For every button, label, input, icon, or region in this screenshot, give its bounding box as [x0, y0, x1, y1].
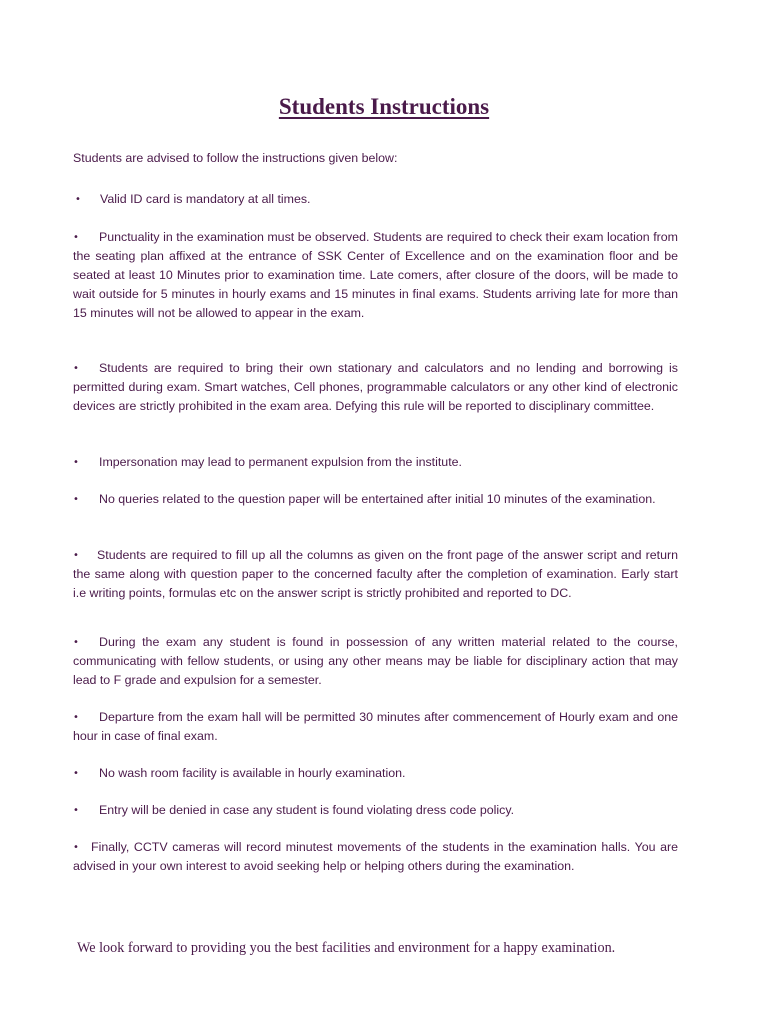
instruction-text: Students are required to fill up all the columns as given on the front page of the answer script and return the same along with question paper to the concerned faculty after the completion of examination. Early start i.e writing points, formulas etc on the answer script is strictly prohibited and reported to DC. [73, 548, 678, 600]
instruction-item-6 [73, 546, 678, 603]
instruction-text: During the exam any student is found in possession of any written material related to the course, communicating with fellow students, or using any other means may be liable for disciplinary action that may lead to F grade and expulsion for a semester. [73, 635, 678, 687]
instruction-text: Finally, CCTV cameras will record minutest movements of the students in the examination halls. You are advised in your own interest to avoid seeking help or helping others during the examination. [73, 840, 678, 873]
bullet-icon: • [73, 768, 79, 779]
bullet-icon: • [73, 637, 79, 648]
bullet-icon: • [73, 712, 79, 723]
instruction-item-2 [73, 228, 678, 323]
instruction-text: Entry will be denied in case any student is found violating dress code policy. [99, 803, 515, 817]
bullet-icon: • [73, 363, 79, 374]
closing-statement: We look forward to providing you the best facilities and environment for a happy examination. [77, 940, 616, 956]
intro-text: Students are advised to follow the instructions given below: [73, 151, 398, 165]
instruction-item-7 [73, 633, 678, 690]
instruction-item-5 [73, 490, 678, 509]
instruction-item-11 [73, 838, 678, 876]
bullet-icon: • [73, 550, 79, 561]
bullet-icon: • [73, 805, 79, 816]
instruction-text: Punctuality in the examination must be observed. Students are required to check their exam location from the seating plan affixed at the entrance of SSK Center of Excellence and on the examination floor and be seated at least 10 Minutes prior to examination time. Late comers, after closure of the doors, will be made to wait outside for 5 minutes in hourly exams and 15 minutes in final exams. Students arriving late for more than 15 minutes will not be allowed to appear in the exam. [73, 230, 678, 320]
bullet-icon: • [75, 194, 81, 205]
bullet-icon: • [73, 494, 79, 505]
instruction-item-3 [73, 359, 678, 416]
page-title: Students Instructions [278, 94, 490, 119]
instruction-item-10 [73, 801, 678, 820]
instruction-text: Students are required to bring their own stationary and calculators and no lending and borrowing is permitted during exam. Smart watches, Cell phones, programmable calculators or any other kind of electronic devices are strictly prohibited in the exam area. Defying this rule will be reported to disciplinary committee. [73, 361, 678, 413]
instruction-item-1 [73, 190, 678, 209]
instruction-item-4 [73, 453, 678, 472]
bullet-icon: • [73, 842, 79, 853]
instruction-text: No queries related to the question paper will be entertained after initial 10 minutes of the examination. [99, 492, 656, 506]
instruction-text: Valid ID card is mandatory at all times. [100, 192, 311, 206]
instruction-text: No wash room facility is available in hourly examination. [99, 766, 406, 780]
instruction-text: Departure from the exam hall will be permitted 30 minutes after commencement of Hourly exam and one hour in case of final exam. [73, 710, 678, 743]
bullet-icon: • [73, 457, 79, 468]
instruction-item-9 [73, 764, 678, 783]
instruction-text: Impersonation may lead to permanent expulsion from the institute. [99, 455, 462, 469]
bullet-icon: • [73, 232, 79, 243]
instruction-item-8 [73, 708, 678, 746]
